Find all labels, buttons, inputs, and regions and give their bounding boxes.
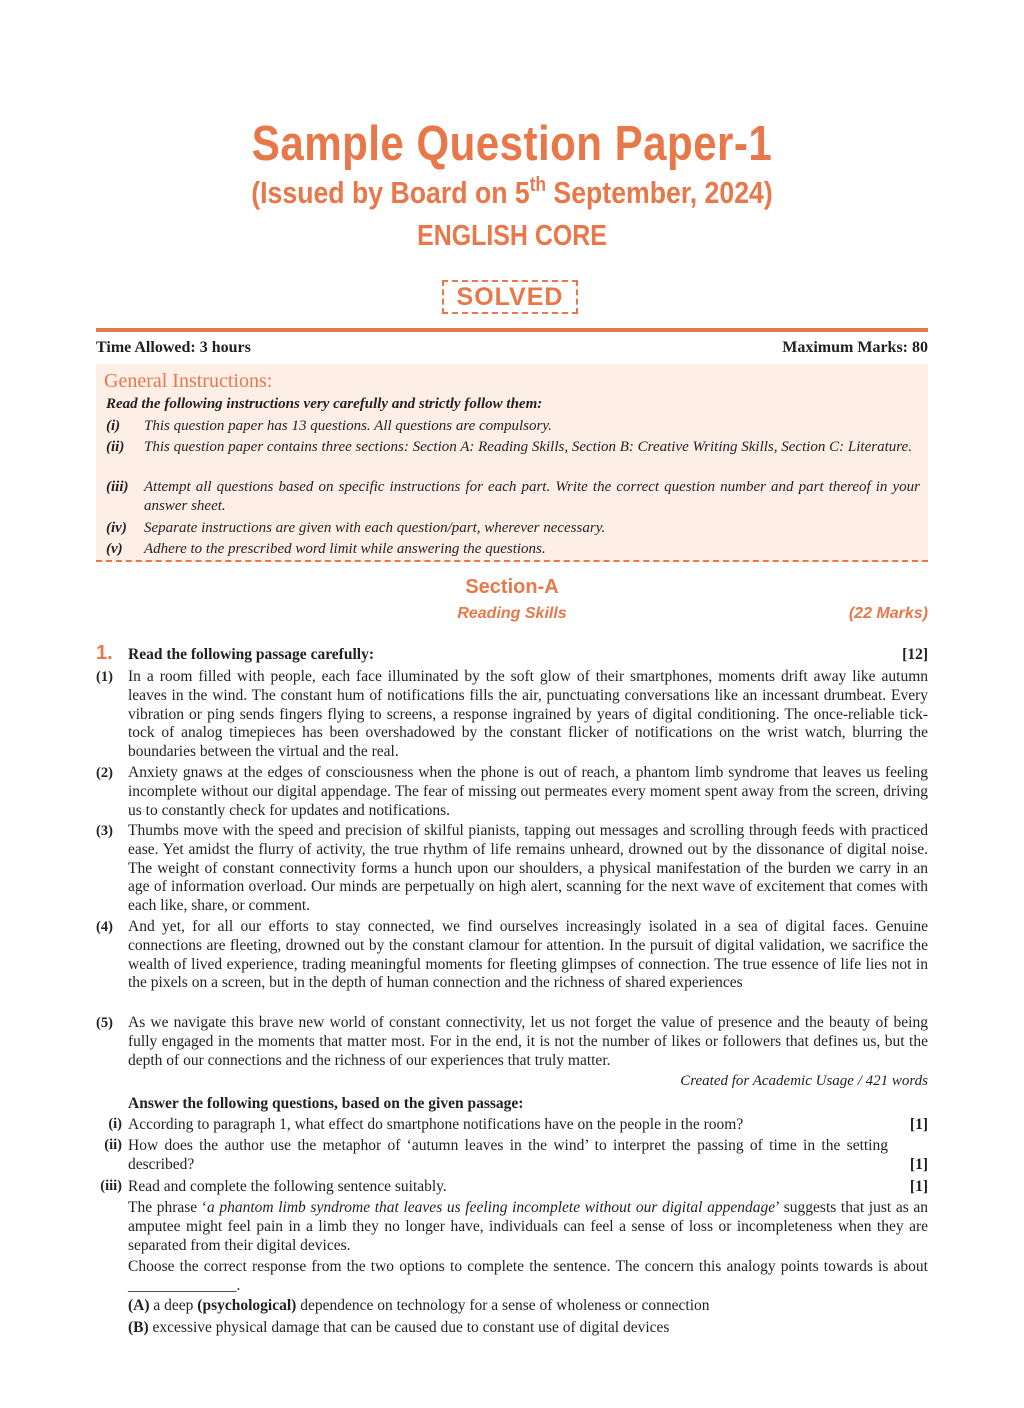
subquestion-text: According to paragraph 1, what effect do smartphone notifications have on the people in the room? — [128, 1116, 744, 1133]
section-subtitle: Reading Skills — [457, 605, 567, 622]
paragraph-text: In a room filled with people, each face illuminated by the soft glow of their smartphones, moments drift away like autumn leaves in the wind. The constant hum of notifications fills the air, punctuating conversations like an incessant drumbeat. Every vibration or ping sends fingers flying to screens, a response ingrained by years of digital conditioning. The once-reliable tick-tock of analog timepieces has been overshadowed by the constant flicker of notifications on the wrist watch, blurring the boundaries between the virtual and the real. — [128, 668, 928, 761]
issued-suffix: September, 2024) — [546, 175, 773, 210]
answer-option-a — [128, 1297, 928, 1315]
instruction-text: This question paper has 13 questions. All questions are compulsory. — [144, 418, 552, 434]
solved-badge: SOLVED — [442, 280, 578, 314]
issued-superscript: th — [529, 174, 547, 196]
subquestion-marks: [1] — [909, 1116, 928, 1133]
section-title: Section-A — [465, 576, 559, 598]
paragraph-number: (5) — [96, 1015, 113, 1031]
phrase-rest: ’ suggests that just as an amputee might feel pain in a limb they no longer have, individuals can feel a sense of loss or incompleteness when they are separated from their digital devices. — [128, 1199, 928, 1254]
time-allowed: Time Allowed: 3 hours — [96, 339, 251, 356]
passage-source: Created for Academic Usage / 421 words — [680, 1073, 928, 1089]
instruction-number: (i) — [106, 418, 121, 434]
paragraph-text: Anxiety gnaws at the edges of consciousness when the phone is out of reach, a phantom limb syndrome that leaves us feeling incomplete without our digital appendage. The fear of missing out permeates every moment spent away from the screen, driving us to constantly check for updates and notifications. — [128, 764, 928, 819]
option-text: a deep — [149, 1297, 198, 1314]
paragraph-text: And yet, for all our efforts to stay connected, we find ourselves increasingly isolated in a sea of digital faces. Genuine connections are fleeting, drowned out by the constant clamour for attention. In the pursuit of digital validation, we sacrifice the wealth of lived experience, trading meaningful moments for fleeting glimpses of connection. The true essence of life lies not in the pixels on a screen, but in the depth of human connection and the richness of shared experiences — [128, 918, 928, 992]
phrase-explanation — [128, 1198, 928, 1255]
instruction-text: This question paper contains three sections: Section A: Reading Skills, Section B: Creative Writing Skills, Section C: Literature. — [144, 439, 912, 455]
question-heading: Read the following passage carefully: — [128, 646, 374, 663]
subquestion-marks: [1] — [909, 1178, 928, 1195]
subquestion-text: How does the author use the metaphor of ‘autumn leaves in the wind’ to interpret the passing of time in the setting described? — [128, 1137, 888, 1173]
paper-title: Sample Question Paper-1 — [251, 117, 773, 171]
phrase-italic: a phantom limb syndrome that leaves us feeling incomplete without our digital appendage — [206, 1199, 776, 1216]
answer-heading: Answer the following questions, based on the given passage: — [128, 1095, 524, 1112]
subquestion-number: (i) — [108, 1116, 122, 1132]
header-rule — [96, 328, 928, 332]
option-emphasis: (psychological) — [197, 1297, 297, 1314]
option-text-rest: dependence on technology for a sense of wholeness or connection — [296, 1297, 710, 1314]
instruction-number: (iii) — [106, 479, 129, 495]
instruction-number: (v) — [106, 541, 123, 557]
paper-issued-line — [72, 174, 953, 211]
option-label: (A) — [128, 1297, 150, 1314]
paragraph-number: (2) — [96, 765, 113, 781]
instruction-text: Attempt all questions based on specific instructions for each part. Write the correct question number and part thereof in your answer sheet. — [144, 479, 920, 514]
general-instructions-box — [96, 364, 928, 562]
paragraph-text: Thumbs move with the speed and precision of skilful pianists, tapping out messages and scrolling through feeds with practiced ease. Yet amidst the flurry of activity, the true rhythm of life remains unheard, drowned out by the dissonance of digital noise. The weight of constant connectivity forms a hunch upon our shoulders, a physical manifestation of the burden we carry in an age of information overload. Our minds are perpetually on high alert, scanning for the next wave of excitement that comes with each like, share, or comment. — [128, 822, 928, 915]
paragraph-number: (3) — [96, 823, 113, 839]
instruction-text: Separate instructions are given with each question/part, wherever necessary. — [144, 520, 606, 536]
option-label: (B) — [128, 1319, 149, 1336]
instruction-number: (iv) — [106, 520, 127, 536]
paragraph-number: (1) — [96, 669, 113, 685]
subquestion-number: (iii) — [100, 1178, 122, 1194]
phrase-lead: The phrase ‘ — [128, 1199, 207, 1216]
instruction-text: Adhere to the prescribed word limit while answering the questions. — [144, 541, 546, 557]
issued-prefix: (Issued by Board on 5 — [251, 175, 530, 210]
paragraph-text: As we navigate this brave new world of constant connectivity, let us not forget the value of presence and the beauty of being fully engaged in the moments that matter most. For in the end, it is not the number of likes or followers that defines us, but the depth of our connections and the richness of our experiences that truly matter. — [128, 1014, 928, 1069]
maximum-marks: Maximum Marks: 80 — [782, 339, 928, 356]
option-text: excessive physical damage that can be caused due to constant use of digital devices — [148, 1319, 670, 1336]
general-instructions-intro: Read the following instructions very carefully and strictly follow them: — [106, 396, 543, 412]
subquestion-marks: [1] — [909, 1156, 928, 1173]
paragraph-number: (4) — [96, 919, 113, 935]
question-marks: [12] — [902, 646, 928, 663]
paper-subject: ENGLISH CORE — [417, 220, 607, 252]
section-marks: (22 Marks) — [848, 605, 928, 622]
choose-instruction: Choose the correct response from the two options to complete the sentence. The concern this analogy points towards is about ______________. — [128, 1258, 928, 1294]
subquestion-number: (ii) — [104, 1137, 122, 1153]
instruction-number: (ii) — [106, 439, 125, 455]
question-number: 1. — [96, 642, 113, 664]
subquestion-text: Read and complete the following sentence suitably. — [128, 1178, 447, 1195]
general-instructions-title: General Instructions: — [104, 370, 273, 392]
answer-option-b — [128, 1319, 928, 1337]
